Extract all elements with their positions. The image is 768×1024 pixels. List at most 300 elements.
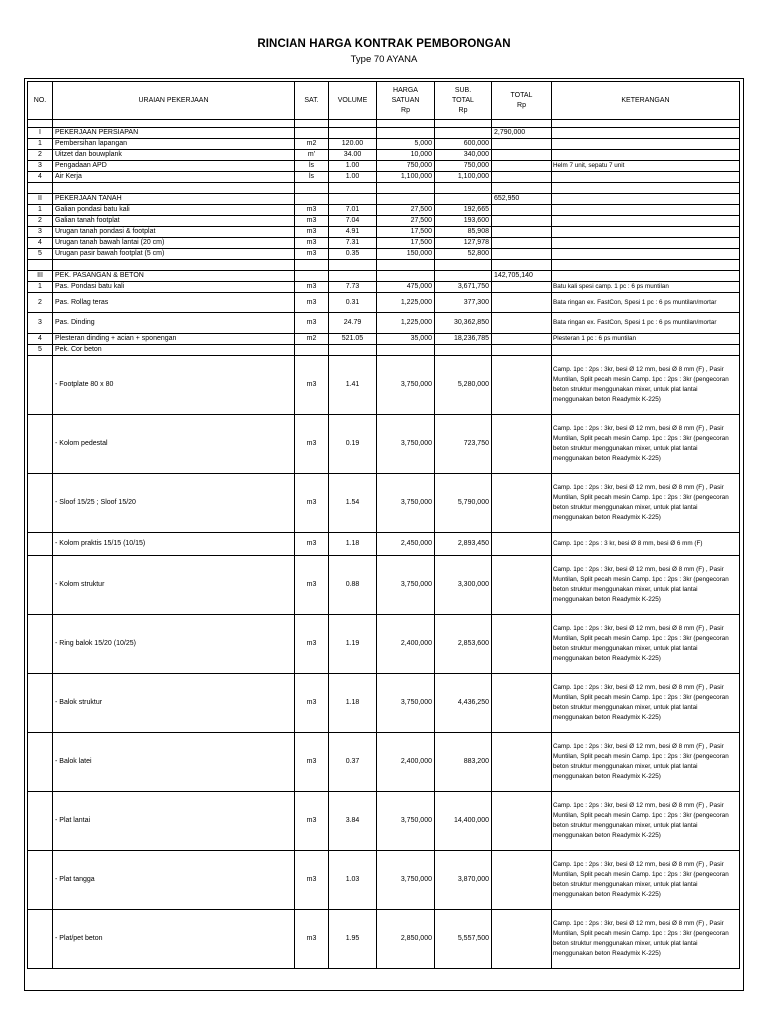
cell-volume bbox=[329, 183, 377, 194]
cell-sub-total: 5,557,500 bbox=[435, 910, 492, 969]
cell-keterangan: Camp. 1pc : 2ps : 3kr, besi Ø 12 mm, besi Ø 8 mm (F) , Pasir Muntilan, Split pecah mesin Camp. 1pc : 2ps : 3kr (pengecoran beton struktur menggunakan mixer, untuk plat lantai menggunakan beton Readymix K-225) bbox=[552, 733, 740, 792]
cell-keterangan: Helm 7 unit, sepatu 7 unit bbox=[552, 161, 740, 172]
cell-volume: 7.04 bbox=[329, 216, 377, 227]
cell-volume bbox=[329, 194, 377, 205]
cell-no bbox=[28, 910, 53, 969]
table-row bbox=[28, 216, 740, 227]
cell-total: 652,950 bbox=[492, 194, 552, 205]
cell-volume: 3.84 bbox=[329, 792, 377, 851]
cell-volume: 120.00 bbox=[329, 139, 377, 150]
cell-uraian: Galian pondasi batu kali bbox=[53, 205, 295, 216]
document-subtitle: Type 70 AYANA bbox=[350, 54, 418, 65]
cell-volume: 1.41 bbox=[329, 356, 377, 415]
cell-total bbox=[492, 183, 552, 194]
cell-harga-satuan bbox=[377, 128, 435, 139]
cell-no: 2 bbox=[28, 216, 53, 227]
cell-keterangan bbox=[552, 194, 740, 205]
cell-keterangan: Camp. 1pc : 2ps : 3kr, besi Ø 12 mm, besi Ø 8 mm (F) , Pasir Muntilan, Split pecah mesin Camp. 1pc : 2ps : 3kr (pengecoran beton struktur menggunakan mixer, untuk plat lantai menggunakan beton Readymix K-225) bbox=[552, 615, 740, 674]
cell-no: 1 bbox=[28, 282, 53, 293]
cell-sat: m2 bbox=[295, 334, 329, 345]
cell-no: 3 bbox=[28, 161, 53, 172]
cell-uraian: - Kolom struktur bbox=[53, 556, 295, 615]
cell-uraian: Urugan pasir bawah footplat (5 cm) bbox=[53, 249, 295, 260]
cell-volume: 24.79 bbox=[329, 313, 377, 334]
table-header-row bbox=[28, 82, 740, 120]
cell-sat: ls bbox=[295, 161, 329, 172]
cell-total bbox=[492, 139, 552, 150]
cell-keterangan bbox=[552, 205, 740, 216]
cell-sat: m3 bbox=[295, 249, 329, 260]
table-row bbox=[28, 150, 740, 161]
cell-uraian: Urugan tanah bawah lantai (20 cm) bbox=[53, 238, 295, 249]
header-uraian: URAIAN PEKERJAAN bbox=[53, 82, 295, 120]
cell-harga-satuan: 150,000 bbox=[377, 249, 435, 260]
cell-volume bbox=[329, 271, 377, 282]
cell-total bbox=[492, 293, 552, 313]
cell-volume: 1.18 bbox=[329, 533, 377, 556]
cell-harga-satuan: 2,400,000 bbox=[377, 615, 435, 674]
table-row bbox=[28, 293, 740, 313]
cell-sat: m3 bbox=[295, 415, 329, 474]
cell-no: II bbox=[28, 194, 53, 205]
cell-harga-satuan: 3,750,000 bbox=[377, 415, 435, 474]
table-row bbox=[28, 474, 740, 533]
cell-no: 4 bbox=[28, 172, 53, 183]
cell-keterangan bbox=[552, 238, 740, 249]
cell-sub-total: 85,908 bbox=[435, 227, 492, 238]
cell-volume: 0.37 bbox=[329, 733, 377, 792]
cell-volume: 0.88 bbox=[329, 556, 377, 615]
cell-volume: 0.31 bbox=[329, 293, 377, 313]
cell-keterangan bbox=[552, 260, 740, 271]
document-title: RINCIAN HARGA KONTRAK PEMBORONGAN bbox=[257, 38, 511, 50]
cell-sat bbox=[295, 128, 329, 139]
table-row bbox=[28, 674, 740, 733]
cell-sat: m3 bbox=[295, 293, 329, 313]
cell-keterangan bbox=[552, 128, 740, 139]
cell-sat: m2 bbox=[295, 139, 329, 150]
cell-harga-satuan: 3,750,000 bbox=[377, 356, 435, 415]
cell-sub-total: 5,280,000 bbox=[435, 356, 492, 415]
cell-uraian: Pengadaan APD bbox=[53, 161, 295, 172]
cell-uraian bbox=[53, 120, 295, 128]
cell-keterangan: Camp. 1pc : 2ps : 3kr, besi Ø 12 mm, besi Ø 8 mm (F) , Pasir Muntilan, Split pecah mesin Camp. 1pc : 2ps : 3kr (pengecoran beton struktur menggunakan mixer, untuk plat lantai menggunakan beton Readymix K-225) bbox=[552, 851, 740, 910]
cell-no bbox=[28, 415, 53, 474]
cell-sub-total: 3,300,000 bbox=[435, 556, 492, 615]
cell-uraian bbox=[53, 260, 295, 271]
cell-volume bbox=[329, 260, 377, 271]
cell-total bbox=[492, 161, 552, 172]
cell-harga-satuan: 1,225,000 bbox=[377, 313, 435, 334]
table-row bbox=[28, 227, 740, 238]
cell-uraian: - Plat/pet beton bbox=[53, 910, 295, 969]
header-harga-line-1: HARGA bbox=[393, 86, 418, 94]
cell-sub-total: 193,600 bbox=[435, 216, 492, 227]
cell-total bbox=[492, 415, 552, 474]
cell-sat: m3 bbox=[295, 733, 329, 792]
cell-volume: 1.00 bbox=[329, 161, 377, 172]
cell-sat: m3 bbox=[295, 474, 329, 533]
cell-no bbox=[28, 733, 53, 792]
table-row bbox=[28, 356, 740, 415]
cell-uraian bbox=[53, 183, 295, 194]
spacer-row bbox=[28, 120, 740, 128]
header-total-line-1: TOTAL bbox=[510, 91, 533, 99]
cell-keterangan bbox=[552, 139, 740, 150]
cell-keterangan: Bata ringan ex. FastCon, Spesi 1 pc : 6 ps muntilan/mortar bbox=[552, 293, 740, 313]
cell-no bbox=[28, 533, 53, 556]
cell-sat bbox=[295, 345, 329, 356]
section-row bbox=[28, 194, 740, 205]
cell-harga-satuan bbox=[377, 260, 435, 271]
cell-no: 1 bbox=[28, 205, 53, 216]
table-row bbox=[28, 910, 740, 969]
cell-total bbox=[492, 227, 552, 238]
cell-harga-satuan bbox=[377, 194, 435, 205]
cell-uraian: Urugan tanah pondasi & footplat bbox=[53, 227, 295, 238]
cell-no bbox=[28, 120, 53, 128]
header-keterangan: KETERANGAN bbox=[552, 82, 740, 120]
cell-keterangan bbox=[552, 150, 740, 161]
cell-volume: 7.73 bbox=[329, 282, 377, 293]
cell-keterangan bbox=[552, 345, 740, 356]
cell-total bbox=[492, 615, 552, 674]
header-harga-line-2: SATUAN bbox=[391, 96, 420, 104]
cell-uraian: Air Kerja bbox=[53, 172, 295, 183]
cell-sub-total bbox=[435, 120, 492, 128]
cell-total bbox=[492, 313, 552, 334]
cell-no: 5 bbox=[28, 345, 53, 356]
cell-sub-total: 2,893,450 bbox=[435, 533, 492, 556]
cell-sub-total: 52,800 bbox=[435, 249, 492, 260]
cell-sat bbox=[295, 194, 329, 205]
cell-harga-satuan: 475,000 bbox=[377, 282, 435, 293]
cell-sub-total bbox=[435, 345, 492, 356]
cell-uraian: - Plat tangga bbox=[53, 851, 295, 910]
cell-harga-satuan bbox=[377, 183, 435, 194]
cell-sat: m3 bbox=[295, 674, 329, 733]
cell-sub-total: 3,671,750 bbox=[435, 282, 492, 293]
table-row bbox=[28, 733, 740, 792]
cell-total bbox=[492, 910, 552, 969]
cell-uraian: Pas. Dinding bbox=[53, 313, 295, 334]
cell-keterangan: Batu kali spesi camp. 1 pc : 6 ps muntilan bbox=[552, 282, 740, 293]
header-harga-satuan bbox=[377, 82, 435, 120]
cell-sat bbox=[295, 120, 329, 128]
cell-harga-satuan: 1,225,000 bbox=[377, 293, 435, 313]
cell-sat: m3 bbox=[295, 313, 329, 334]
cell-keterangan: Camp. 1pc : 2ps : 3kr, besi Ø 12 mm, besi Ø 8 mm (F) , Pasir Muntilan, Split pecah mesin Camp. 1pc : 2ps : 3kr (pengecoran beton struktur menggunakan mixer, untuk plat lantai menggunakan beton Readymix K-225) bbox=[552, 910, 740, 969]
cell-sub-total: 600,000 bbox=[435, 139, 492, 150]
cell-no: 2 bbox=[28, 293, 53, 313]
cell-sub-total: 127,978 bbox=[435, 238, 492, 249]
cell-sub-total: 18,236,785 bbox=[435, 334, 492, 345]
cell-total bbox=[492, 533, 552, 556]
cell-harga-satuan: 35,000 bbox=[377, 334, 435, 345]
cell-harga-satuan: 2,450,000 bbox=[377, 533, 435, 556]
cell-uraian: Plesteran dinding + acian + sponengan bbox=[53, 334, 295, 345]
header-sub-line-1: SUB. bbox=[454, 86, 472, 94]
cell-harga-satuan: 3,750,000 bbox=[377, 474, 435, 533]
cell-uraian: PEKERJAAN PERSIAPAN bbox=[53, 128, 295, 139]
cell-volume: 1.03 bbox=[329, 851, 377, 910]
cell-no: 1 bbox=[28, 139, 53, 150]
table-row bbox=[28, 172, 740, 183]
cell-total bbox=[492, 674, 552, 733]
cell-no bbox=[28, 556, 53, 615]
cell-uraian: Pembersihan lapangan bbox=[53, 139, 295, 150]
table-row bbox=[28, 334, 740, 345]
cell-sat: m3 bbox=[295, 533, 329, 556]
cell-keterangan: Camp. 1pc : 2ps : 3kr, besi Ø 12 mm, besi Ø 8 mm (F) , Pasir Muntilan, Split pecah mesin Camp. 1pc : 2ps : 3kr (pengecoran beton struktur menggunakan mixer, untuk plat lantai menggunakan beton Readymix K-225) bbox=[552, 792, 740, 851]
cell-sat: m' bbox=[295, 150, 329, 161]
cell-harga-satuan: 2,850,000 bbox=[377, 910, 435, 969]
header-volume: VOLUME bbox=[329, 82, 377, 120]
cell-total bbox=[492, 733, 552, 792]
cell-sat: m3 bbox=[295, 238, 329, 249]
cell-uraian: - Footplate 80 x 80 bbox=[53, 356, 295, 415]
cell-sub-total: 1,100,000 bbox=[435, 172, 492, 183]
cell-harga-satuan: 3,750,000 bbox=[377, 674, 435, 733]
cell-harga-satuan: 17,500 bbox=[377, 227, 435, 238]
cell-sat: m3 bbox=[295, 792, 329, 851]
cell-total bbox=[492, 792, 552, 851]
table-body bbox=[28, 120, 740, 969]
cell-uraian: - Ring balok 15/20 (10/25) bbox=[53, 615, 295, 674]
cell-harga-satuan: 27,500 bbox=[377, 205, 435, 216]
cell-harga-satuan: 2,400,000 bbox=[377, 733, 435, 792]
cell-total bbox=[492, 851, 552, 910]
cell-keterangan: Camp. 1pc : 2ps : 3kr, besi Ø 12 mm, besi Ø 8 mm (F) , Pasir Muntilan, Split pecah mesin Camp. 1pc : 2ps : 3kr (pengecoran beton struktur menggunakan mixer, untuk plat lantai menggunakan beton Readymix K-225) bbox=[552, 556, 740, 615]
cell-volume: 1.54 bbox=[329, 474, 377, 533]
table-row bbox=[28, 851, 740, 910]
cell-harga-satuan: 3,750,000 bbox=[377, 792, 435, 851]
cell-sub-total: 14,400,000 bbox=[435, 792, 492, 851]
cell-sub-total: 723,750 bbox=[435, 415, 492, 474]
cell-volume: 7.31 bbox=[329, 238, 377, 249]
table-row bbox=[28, 249, 740, 260]
cell-keterangan bbox=[552, 271, 740, 282]
cell-keterangan: Camp. 1pc : 2ps : 3 kr, besi Ø 8 mm, besi Ø 6 mm (F) bbox=[552, 533, 740, 556]
cell-no: III bbox=[28, 271, 53, 282]
table-row bbox=[28, 238, 740, 249]
cell-total bbox=[492, 172, 552, 183]
cell-volume: 0.35 bbox=[329, 249, 377, 260]
table-row bbox=[28, 615, 740, 674]
header-no: NO. bbox=[28, 82, 53, 120]
header-sub-line-2: TOTAL bbox=[452, 96, 474, 104]
cell-volume: 1.18 bbox=[329, 674, 377, 733]
cell-sat: m3 bbox=[295, 910, 329, 969]
cell-no bbox=[28, 474, 53, 533]
table-row bbox=[28, 313, 740, 334]
cell-keterangan bbox=[552, 249, 740, 260]
cell-uraian: - Balok struktur bbox=[53, 674, 295, 733]
cell-total: 142,705,140 bbox=[492, 271, 552, 282]
spacer-row bbox=[28, 183, 740, 194]
cell-no: 3 bbox=[28, 227, 53, 238]
cell-no: 4 bbox=[28, 334, 53, 345]
cell-keterangan bbox=[552, 216, 740, 227]
cell-sat: m3 bbox=[295, 282, 329, 293]
cell-harga-satuan: 1,100,000 bbox=[377, 172, 435, 183]
cell-sat: m3 bbox=[295, 851, 329, 910]
section-row bbox=[28, 128, 740, 139]
cell-uraian: - Balok latei bbox=[53, 733, 295, 792]
cell-volume: 7.01 bbox=[329, 205, 377, 216]
cell-keterangan: Camp. 1pc : 2ps : 3kr, besi Ø 12 mm, besi Ø 8 mm (F) , Pasir Muntilan, Split pecah mesin Camp. 1pc : 2ps : 3kr (pengecoran beton struktur menggunakan mixer, untuk plat lantai menggunakan beton Readymix K-225) bbox=[552, 415, 740, 474]
table-row bbox=[28, 345, 740, 356]
header-sub-total bbox=[435, 82, 492, 120]
cell-uraian: - Kolom praktis 15/15 (10/15) bbox=[53, 533, 295, 556]
cell-no: 4 bbox=[28, 238, 53, 249]
cell-sat: m3 bbox=[295, 216, 329, 227]
cell-no bbox=[28, 356, 53, 415]
cell-harga-satuan: 10,000 bbox=[377, 150, 435, 161]
cell-harga-satuan bbox=[377, 271, 435, 282]
cell-harga-satuan: 750,000 bbox=[377, 161, 435, 172]
cost-breakdown-table bbox=[27, 81, 740, 969]
cell-harga-satuan: 5,000 bbox=[377, 139, 435, 150]
cell-sub-total bbox=[435, 271, 492, 282]
cell-uraian: Uitzet dan bouwplank bbox=[53, 150, 295, 161]
cell-sub-total: 192,665 bbox=[435, 205, 492, 216]
cell-no: 2 bbox=[28, 150, 53, 161]
cell-total bbox=[492, 238, 552, 249]
cell-sat bbox=[295, 271, 329, 282]
cell-volume bbox=[329, 128, 377, 139]
header-total bbox=[492, 82, 552, 120]
cell-sub-total: 4,436,250 bbox=[435, 674, 492, 733]
cell-total bbox=[492, 334, 552, 345]
cell-volume: 34.00 bbox=[329, 150, 377, 161]
cell-no bbox=[28, 260, 53, 271]
cell-keterangan: Camp. 1pc : 2ps : 3kr, besi Ø 12 mm, besi Ø 8 mm (F) , Pasir Muntilan, Split pecah mesin Camp. 1pc : 2ps : 3kr (pengecoran beton struktur menggunakan mixer, untuk plat lantai menggunakan beton Readymix K-225) bbox=[552, 356, 740, 415]
cell-keterangan bbox=[552, 172, 740, 183]
cell-sub-total: 340,000 bbox=[435, 150, 492, 161]
cell-uraian: Pas. Rollag teras bbox=[53, 293, 295, 313]
table-row bbox=[28, 282, 740, 293]
table-row bbox=[28, 556, 740, 615]
cell-sat: m3 bbox=[295, 205, 329, 216]
cell-sub-total: 30,362,850 bbox=[435, 313, 492, 334]
cell-total bbox=[492, 249, 552, 260]
cell-keterangan: Bata ringan ex. FastCon, Spesi 1 pc : 6 ps muntilan/mortar bbox=[552, 313, 740, 334]
cell-keterangan bbox=[552, 183, 740, 194]
cell-sat bbox=[295, 183, 329, 194]
cell-total bbox=[492, 205, 552, 216]
cell-sat: m3 bbox=[295, 356, 329, 415]
cell-sub-total: 2,853,600 bbox=[435, 615, 492, 674]
table-row bbox=[28, 205, 740, 216]
cell-volume bbox=[329, 120, 377, 128]
cell-sat: ls bbox=[295, 172, 329, 183]
cell-volume: 0.19 bbox=[329, 415, 377, 474]
cell-volume: 1.95 bbox=[329, 910, 377, 969]
cell-volume: 1.19 bbox=[329, 615, 377, 674]
cell-sub-total bbox=[435, 194, 492, 205]
cell-uraian: - Sloof 15/25 ; Sloof 15/20 bbox=[53, 474, 295, 533]
cell-sub-total bbox=[435, 183, 492, 194]
cell-total bbox=[492, 260, 552, 271]
cell-sub-total: 5,790,000 bbox=[435, 474, 492, 533]
table-row bbox=[28, 139, 740, 150]
cell-sat bbox=[295, 260, 329, 271]
cell-sub-total: 750,000 bbox=[435, 161, 492, 172]
cell-total bbox=[492, 120, 552, 128]
cell-uraian: PEK. PASANGAN & BETON bbox=[53, 271, 295, 282]
cell-total bbox=[492, 556, 552, 615]
cell-keterangan: Plesteran 1 pc : 6 ps muntilan bbox=[552, 334, 740, 345]
cell-total bbox=[492, 474, 552, 533]
cell-total bbox=[492, 345, 552, 356]
cell-keterangan: Camp. 1pc : 2ps : 3kr, besi Ø 12 mm, besi Ø 8 mm (F) , Pasir Muntilan, Split pecah mesin Camp. 1pc : 2ps : 3kr (pengecoran beton struktur menggunakan mixer, untuk plat lantai menggunakan beton Readymix K-225) bbox=[552, 674, 740, 733]
header-total-line-2: Rp bbox=[517, 101, 526, 109]
cell-sat: m3 bbox=[295, 615, 329, 674]
table-row bbox=[28, 161, 740, 172]
header-sat: SAT. bbox=[295, 82, 329, 120]
cell-uraian: Galian tanah footplat bbox=[53, 216, 295, 227]
cell-volume: 4.91 bbox=[329, 227, 377, 238]
header-sub-line-3: Rp bbox=[458, 106, 468, 114]
cell-harga-satuan: 27,500 bbox=[377, 216, 435, 227]
cell-no: 3 bbox=[28, 313, 53, 334]
cell-volume bbox=[329, 345, 377, 356]
cell-harga-satuan bbox=[377, 345, 435, 356]
cell-keterangan bbox=[552, 120, 740, 128]
cell-harga-satuan: 17,500 bbox=[377, 238, 435, 249]
cell-harga-satuan: 3,750,000 bbox=[377, 851, 435, 910]
cell-uraian: Pek. Cor beton bbox=[53, 345, 295, 356]
cell-volume: 521.05 bbox=[329, 334, 377, 345]
cell-no: 5 bbox=[28, 249, 53, 260]
cell-sat: m3 bbox=[295, 556, 329, 615]
cell-sub-total bbox=[435, 128, 492, 139]
cell-sub-total: 3,870,000 bbox=[435, 851, 492, 910]
cell-sat: m3 bbox=[295, 227, 329, 238]
cell-keterangan bbox=[552, 227, 740, 238]
cell-sub-total: 377,300 bbox=[435, 293, 492, 313]
cell-no bbox=[28, 183, 53, 194]
cell-total bbox=[492, 216, 552, 227]
cell-total bbox=[492, 150, 552, 161]
cell-volume: 1.00 bbox=[329, 172, 377, 183]
cell-no: I bbox=[28, 128, 53, 139]
table-row bbox=[28, 792, 740, 851]
cell-no bbox=[28, 851, 53, 910]
cell-keterangan: Camp. 1pc : 2ps : 3kr, besi Ø 12 mm, besi Ø 8 mm (F) , Pasir Muntilan, Split pecah mesin Camp. 1pc : 2ps : 3kr (pengecoran beton struktur menggunakan mixer, untuk plat lantai menggunakan beton Readymix K-225) bbox=[552, 474, 740, 533]
cell-uraian: Pas. Pondasi batu kali bbox=[53, 282, 295, 293]
cell-total bbox=[492, 282, 552, 293]
cell-no bbox=[28, 792, 53, 851]
cell-harga-satuan bbox=[377, 120, 435, 128]
cell-uraian: - Plat lantai bbox=[53, 792, 295, 851]
cell-sub-total: 883,200 bbox=[435, 733, 492, 792]
cell-harga-satuan: 3,750,000 bbox=[377, 556, 435, 615]
section-row bbox=[28, 271, 740, 282]
cell-total: 2,790,000 bbox=[492, 128, 552, 139]
cell-sub-total bbox=[435, 260, 492, 271]
spacer-row bbox=[28, 260, 740, 271]
cell-no bbox=[28, 615, 53, 674]
cell-uraian: - Kolom pedestal bbox=[53, 415, 295, 474]
cell-uraian: PEKERJAAN TANAH bbox=[53, 194, 295, 205]
header-harga-line-3: Rp bbox=[401, 106, 410, 114]
cell-no bbox=[28, 674, 53, 733]
cell-total bbox=[492, 356, 552, 415]
table-row bbox=[28, 533, 740, 556]
table-row bbox=[28, 415, 740, 474]
